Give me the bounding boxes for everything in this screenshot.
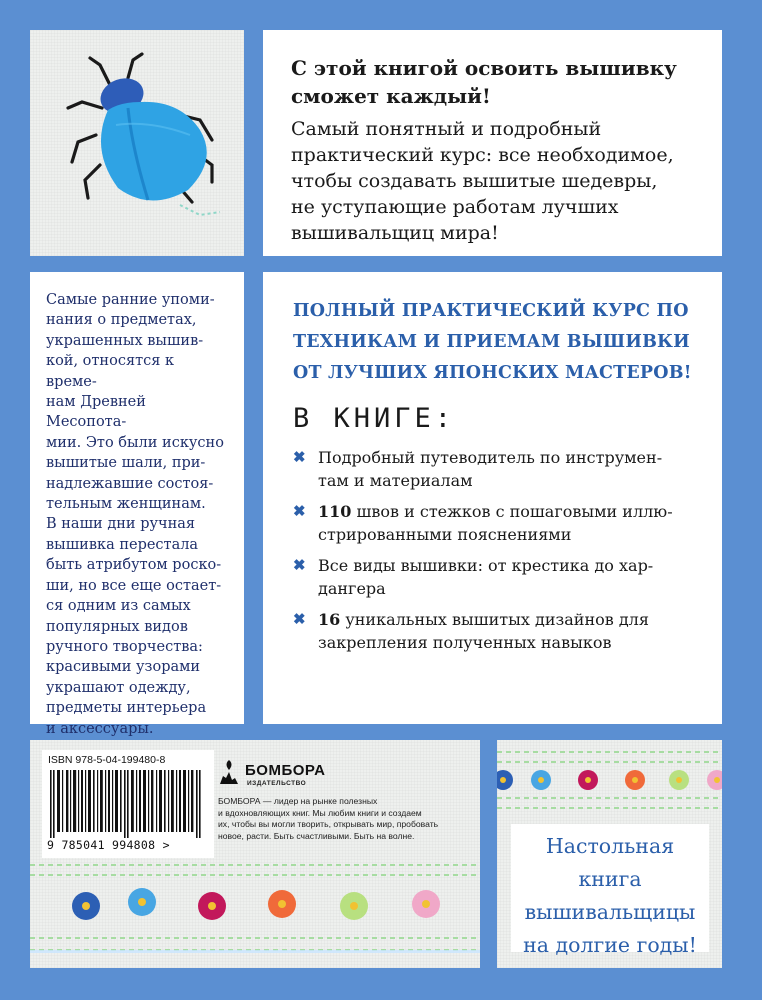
history-line: Самые ранние упоми- xyxy=(46,292,215,308)
history-line: нания о предметах, xyxy=(46,312,197,329)
intro-body-line: вышивальщиц мира! xyxy=(291,222,499,244)
history-line: популярных видов xyxy=(46,618,188,635)
isbn-label: ISBN 978-5-04-199480-8 xyxy=(48,754,166,766)
history-line: украшают одежду, xyxy=(46,679,191,696)
feature-item xyxy=(293,500,704,546)
history-line: нам Древней Месопота- xyxy=(46,394,146,431)
feature-text: Все виды вышивки: от крестика до хар- xyxy=(318,556,654,575)
bombora-logo-icon xyxy=(218,758,240,786)
history-line: мии. Это были искусно xyxy=(46,434,224,451)
cross-stitch-icon: ✖ xyxy=(293,502,306,520)
publisher-line: и вдохновляющих книг. Мы любим книги и создаем xyxy=(218,807,422,818)
slogan-line: книга xyxy=(578,867,642,891)
isbn-block xyxy=(42,750,214,858)
intro-body-line: практический курс: все необходимое, xyxy=(291,144,674,166)
feature-text: стрированными пояснениями xyxy=(318,525,572,544)
slogan-box xyxy=(511,824,709,957)
feature-list xyxy=(293,446,704,654)
history-line: ши, но все еще остает- xyxy=(46,577,222,594)
history-panel xyxy=(30,272,244,737)
feature-number: 16 xyxy=(318,610,341,629)
history-line: надлежавшие состоя- xyxy=(46,475,214,492)
history-line: В наши дни ручная xyxy=(46,516,196,533)
intro-body-line: не уступающие работам лучших xyxy=(291,196,619,218)
course-headline-line: ТЕХНИКАМ И ПРИЕМАМ ВЫШИВКИ xyxy=(293,332,690,352)
slogan-line: вышивальщицы xyxy=(524,900,696,924)
embroidery-photo-left xyxy=(30,740,480,968)
history-line: вышитые шали, при- xyxy=(46,455,206,472)
history-line: быть атрибутом роско- xyxy=(46,557,222,574)
feature-text: дангера xyxy=(318,579,386,598)
intro-body-line: Самый понятный и подробный xyxy=(291,118,602,140)
beetle-icon xyxy=(30,30,244,256)
course-headline-line: ОТ ЛУЧШИХ ЯПОНСКИХ МАСТЕРОВ! xyxy=(293,363,692,383)
slogan-line: Настольная xyxy=(545,834,675,858)
history-line: кой, относятся к време- xyxy=(46,353,175,390)
course-headline xyxy=(293,296,704,389)
intro-headline xyxy=(291,54,704,110)
publisher-subtitle: ИЗДАТЕЛЬСТВО xyxy=(247,780,307,787)
slogan-text xyxy=(511,830,709,962)
feature-item xyxy=(293,446,704,492)
history-line: предметы интерьера xyxy=(46,700,207,717)
barcode-digits: 9 785041 994808 > xyxy=(47,838,170,852)
history-line: украшенных вышив- xyxy=(46,332,204,349)
history-line: вышивка перестала xyxy=(46,536,199,553)
barcode-icon xyxy=(48,770,206,838)
history-line: ручного творчества: xyxy=(46,638,203,655)
feature-text: уникальных вышитых дизайнов для xyxy=(340,610,649,629)
publisher-line: БОМБОРА — лидер на рынке полезных xyxy=(218,796,378,806)
publisher-line: их, чтобы вы могли творить, открывать мир, пробовать xyxy=(218,819,439,830)
feature-text: швов и стежков с пошаговыми иллю- xyxy=(351,502,673,521)
feature-item xyxy=(293,608,704,654)
cross-stitch-icon: ✖ xyxy=(293,448,306,466)
intro-panel xyxy=(263,30,722,256)
publisher-description xyxy=(218,796,468,842)
section-title: В КНИГЕ: xyxy=(293,403,456,434)
cross-stitch-icon: ✖ xyxy=(293,610,306,628)
history-line: тельным женщинам. xyxy=(46,496,206,513)
cross-stitch-icon: ✖ xyxy=(293,556,306,574)
course-headline-line: ПОЛНЫЙ ПРАКТИЧЕСКИЙ КУРС ПО xyxy=(293,301,689,321)
intro-body xyxy=(291,116,704,246)
intro-body-line: чтобы создавать вышитые шедевры, xyxy=(291,170,658,192)
feature-text: закрепления полученных навыков xyxy=(318,633,612,652)
history-text xyxy=(46,290,228,739)
slogan-line: на долгие годы! xyxy=(523,933,697,957)
history-line: ся одним из самых xyxy=(46,598,191,615)
feature-item xyxy=(293,554,704,600)
feature-text: Подробный путеводитель по инструмен- xyxy=(318,448,663,467)
history-line: и аксессуары. xyxy=(46,720,154,737)
publisher-name: БОМБОРА xyxy=(245,762,326,779)
publisher-line: новое, расти. Быть счастливыми. Быть на волне. xyxy=(218,830,415,841)
history-line: красивыми узорами xyxy=(46,659,201,676)
beetle-embroidery-photo xyxy=(30,30,244,256)
intro-headline-line: С этой книгой освоить вышивку xyxy=(291,56,677,80)
course-panel xyxy=(263,272,722,724)
feature-text: там и материалам xyxy=(318,471,473,490)
intro-headline-line: сможет каждый! xyxy=(291,84,491,108)
embroidery-photo-right xyxy=(497,740,722,968)
feature-number: 110 xyxy=(318,502,352,521)
